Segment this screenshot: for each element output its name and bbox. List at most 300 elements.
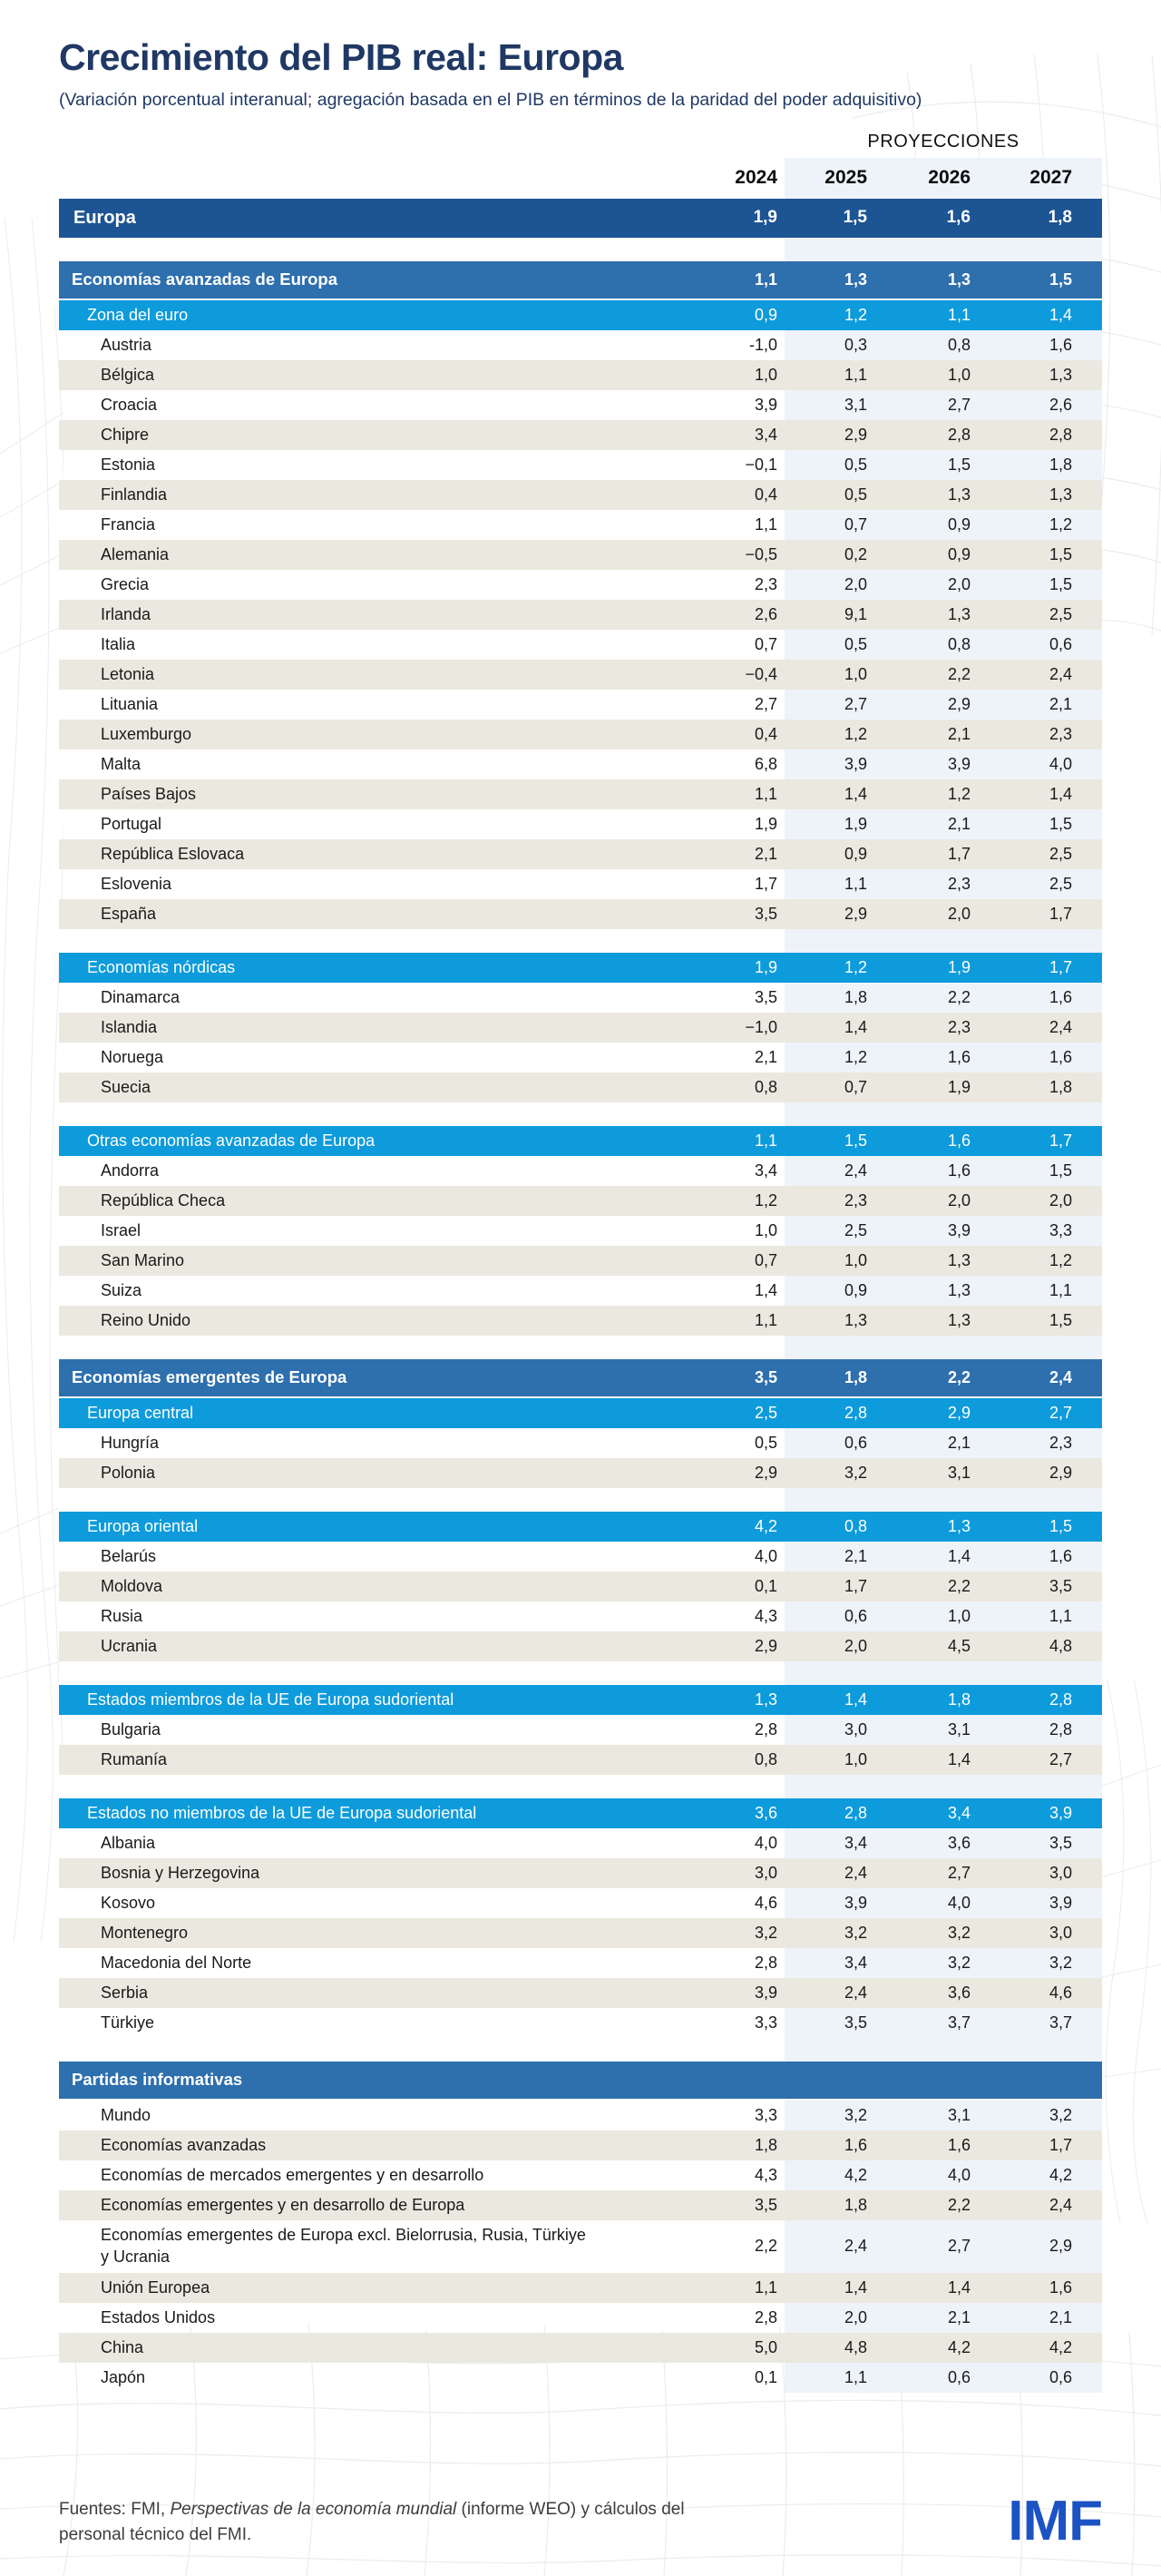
row-label: Zona del euro (87, 305, 189, 324)
row-label: Economías avanzadas (101, 2135, 267, 2154)
row-label: Unión Europea (101, 2277, 210, 2297)
value-2027: 3,9 (996, 1888, 1102, 1918)
value-2027: 0,6 (996, 2363, 1102, 2393)
value-2026: 2,7 (891, 390, 996, 420)
row-label: Europa (73, 207, 136, 228)
value-2024: 3,3 (754, 2105, 777, 2124)
value-2025 (785, 1488, 891, 1512)
table-row (59, 1978, 1102, 2008)
value-2024: 3,5 (754, 904, 777, 923)
value-2024: 4,2 (754, 1516, 777, 1535)
table-row (59, 2062, 1102, 2101)
table-row (59, 1013, 1102, 1043)
table-row (59, 1512, 1102, 1542)
value-2026: 3,6 (891, 1828, 996, 1858)
row-label: Luxemburgo (101, 724, 192, 743)
value-2025: 0,7 (785, 510, 891, 540)
value-2027: 3,3 (996, 1216, 1102, 1246)
value-2025: 2,3 (844, 1190, 867, 1210)
table-row (59, 1428, 1102, 1458)
value-2027: 2,9 (996, 2220, 1102, 2273)
table-row (59, 779, 1102, 809)
value-2027: 2,4 (1049, 1017, 1072, 1036)
value-2027: 2,3 (996, 1428, 1102, 1458)
value-2024: 1,7 (754, 874, 777, 893)
value-2025: 3,4 (785, 1948, 891, 1978)
row-label: Estados no miembros de la UE de Europa sudoriental (87, 1803, 477, 1822)
value-2027: 2,5 (1049, 844, 1072, 863)
value-2024: 1,1 (754, 2277, 777, 2297)
value-2025: 1,2 (844, 957, 867, 976)
value-2027: 2,4 (1049, 664, 1072, 683)
value-2025: 1,2 (844, 305, 867, 324)
value-2024: 2,5 (754, 1403, 777, 1422)
value-2027: 1,1 (996, 1276, 1102, 1306)
value-2026: 1,3 (947, 269, 971, 289)
value-2025: 0,5 (785, 630, 891, 660)
value-2025: 0,9 (785, 1276, 891, 1306)
value-2024: 3,9 (754, 1983, 777, 2002)
value-2027: 4,0 (996, 749, 1102, 779)
spacer-row (59, 1336, 1102, 1359)
sources-note (59, 2497, 812, 2547)
row-label: Estonia (101, 455, 156, 474)
value-2025 (785, 2038, 891, 2062)
row-label: Economías nórdicas (87, 957, 236, 976)
value-2025: 2,1 (785, 1542, 891, 1572)
table-row (59, 953, 1102, 983)
value-2027 (996, 1488, 1102, 1512)
value-2027: 2,9 (1049, 1463, 1072, 1482)
value-2024 (676, 1775, 785, 1798)
value-2024: 3,0 (754, 1863, 777, 1882)
row-label: Mundo (101, 2105, 151, 2124)
spacer-row (59, 1488, 1102, 1512)
row-label: Macedonia del Norte (101, 1953, 252, 1972)
value-2027 (996, 1102, 1102, 1126)
value-2026: 1,0 (947, 365, 971, 384)
row-label (59, 2038, 676, 2062)
table-row (59, 1798, 1102, 1828)
value-2025: 0,7 (844, 1077, 867, 1096)
value-2025: 2,5 (785, 1216, 891, 1246)
value-2024: 0,8 (754, 1077, 777, 1096)
value-2027: 1,3 (1049, 365, 1072, 384)
table-row (59, 1918, 1102, 1948)
value-2025 (785, 2062, 891, 2099)
value-2025: 9,1 (844, 604, 867, 623)
value-2026: 2,2 (947, 2195, 971, 2214)
value-2027: 1,5 (996, 570, 1102, 600)
value-2024: 3,5 (754, 1367, 777, 1386)
page-title: Crecimiento del PIB real: Europa (59, 36, 623, 78)
value-2026: 2,1 (891, 2303, 996, 2333)
value-2026: 3,1 (947, 1463, 971, 1482)
value-2024 (676, 929, 785, 953)
value-2025 (785, 1102, 891, 1126)
row-label: Suecia (101, 1077, 151, 1096)
table-row (59, 2333, 1102, 2363)
value-2026: 2,3 (891, 869, 996, 899)
value-2026 (891, 1488, 996, 1512)
value-2024: 4,3 (754, 2165, 777, 2184)
value-2025: 1,2 (785, 1043, 891, 1073)
row-label: Italia (101, 634, 136, 653)
table-row (59, 1306, 1102, 1336)
value-2027: 1,5 (1049, 544, 1072, 563)
value-2024: 4,0 (754, 1833, 777, 1852)
table-row (59, 1398, 1102, 1428)
value-2024: −1,0 (745, 1017, 777, 1036)
value-2025 (785, 1775, 891, 1798)
table-row (59, 1685, 1102, 1715)
value-2026: 1,3 (891, 1276, 996, 1306)
value-2027: 1,5 (1049, 1310, 1072, 1329)
value-2027: 2,5 (1049, 604, 1072, 623)
table-row (59, 480, 1102, 510)
value-2024: 1,9 (753, 208, 777, 228)
value-2025: 3,4 (785, 1828, 891, 1858)
value-2026 (891, 1775, 996, 1798)
sources-text-publication: Perspectivas de la economía mundial (170, 2500, 457, 2519)
value-2027: 3,2 (996, 2101, 1102, 2130)
value-2027: 2,3 (1049, 724, 1072, 743)
table-row (59, 1745, 1102, 1775)
value-2026: 2,3 (947, 1017, 971, 1036)
value-2024: 3,3 (754, 2013, 777, 2032)
table-row (59, 1246, 1102, 1276)
table-row (59, 1948, 1102, 1978)
table-row (59, 1043, 1102, 1073)
table-row (59, 2220, 1102, 2273)
value-2027: 4,8 (1049, 1636, 1072, 1655)
value-2025: 1,6 (844, 2135, 867, 2154)
row-label (59, 238, 676, 261)
value-2025: 1,4 (844, 784, 867, 803)
value-2027: 3,2 (996, 1948, 1102, 1978)
row-label: Türkiye (101, 2013, 155, 2032)
spacer-row (59, 1661, 1102, 1685)
value-2024: 1,4 (754, 1280, 777, 1299)
value-2026: 0,9 (891, 510, 996, 540)
row-label: Bélgica (101, 365, 155, 384)
value-2027 (996, 2038, 1102, 2062)
value-2024: −0,5 (745, 544, 777, 563)
spacer-row (59, 238, 1102, 261)
value-2024: 1,0 (754, 365, 777, 384)
table-row (59, 720, 1102, 749)
value-2026: 3,6 (947, 1983, 971, 2002)
value-2027: 1,6 (996, 1043, 1102, 1073)
table-row (59, 2363, 1102, 2393)
value-2026: 3,7 (891, 2008, 996, 2038)
value-2026: 2,0 (947, 1190, 971, 1210)
value-2025 (785, 238, 891, 261)
table-row (59, 630, 1102, 660)
row-label: Grecia (101, 574, 150, 593)
row-label (59, 1488, 676, 1512)
column-header-2026: 2026 (891, 158, 996, 199)
value-2024 (676, 1336, 785, 1359)
table-row (59, 300, 1102, 330)
value-2024: −0,4 (745, 664, 777, 683)
table-row (59, 330, 1102, 360)
row-label: Hungría (101, 1433, 160, 1452)
value-2026: 2,2 (947, 1576, 971, 1595)
value-2026: 3,9 (891, 749, 996, 779)
value-2024: 0,5 (754, 1433, 777, 1452)
table-row (59, 199, 1102, 238)
value-2025: 2,4 (844, 1983, 867, 2002)
value-2025: 0,8 (844, 1516, 867, 1535)
value-2027: 1,3 (1049, 485, 1072, 504)
row-label: Irlanda (101, 604, 151, 623)
value-2024: 0,9 (754, 305, 777, 324)
value-2027: 3,5 (1049, 1576, 1072, 1595)
row-label: Economías avanzadas de Europa (72, 269, 338, 289)
value-2026: 3,1 (891, 1715, 996, 1745)
row-label: República Eslovaca (101, 844, 245, 863)
row-label: Bosnia y Herzegovina (101, 1863, 260, 1882)
value-2027: 1,6 (996, 330, 1102, 360)
row-label: Dinamarca (101, 987, 180, 1006)
row-label: Estados Unidos (101, 2307, 216, 2326)
value-2025: 1,1 (844, 365, 867, 384)
value-2027: 2,5 (996, 869, 1102, 899)
table-row (59, 1458, 1102, 1488)
value-2025: 1,3 (844, 269, 867, 289)
row-label: Rumanía (101, 1749, 168, 1768)
value-2026: 1,4 (947, 2277, 971, 2297)
row-label: Portugal (101, 814, 162, 833)
row-label: Francia (101, 514, 156, 534)
value-2025: 4,8 (844, 2337, 867, 2356)
value-2027: 2,1 (996, 2303, 1102, 2333)
value-2024: 1,9 (754, 814, 777, 833)
value-2026: 1,6 (947, 1131, 971, 1150)
value-2026: 1,2 (947, 784, 971, 803)
value-2027: 1,7 (1049, 2135, 1072, 2154)
value-2025: 3,9 (785, 749, 891, 779)
row-label: Letonia (101, 664, 155, 683)
value-2026: 0,8 (891, 630, 996, 660)
table-row (59, 2303, 1102, 2333)
value-2027: 0,6 (996, 630, 1102, 660)
value-2025: 2,4 (785, 2220, 891, 2273)
value-2026: 0,9 (947, 544, 971, 563)
value-2024: 0,1 (754, 1576, 777, 1595)
value-2025: 4,2 (785, 2160, 891, 2190)
value-2025: 1,4 (844, 2277, 867, 2297)
value-2026: 0,6 (891, 2363, 996, 2393)
value-2027 (996, 2062, 1102, 2099)
value-2024: 2,8 (754, 2307, 777, 2326)
value-2027: 1,4 (1049, 784, 1072, 803)
table-row (59, 2101, 1102, 2130)
row-label: Chipre (101, 425, 150, 444)
row-label: Economías emergentes de Europa (72, 1367, 347, 1387)
table-row (59, 1601, 1102, 1631)
sources-text-prefix: Fuentes: FMI, (59, 2500, 171, 2519)
value-2025: 2,7 (785, 690, 891, 720)
row-label: Alemania (101, 544, 170, 563)
value-2026: 1,5 (891, 450, 996, 480)
value-2024: 5,0 (754, 2337, 777, 2356)
value-2026: 1,3 (947, 604, 971, 623)
row-label: Países Bajos (101, 784, 197, 803)
value-2024: 2,1 (754, 844, 777, 863)
value-2025: 0,5 (785, 450, 891, 480)
value-2025: 2,9 (844, 904, 867, 923)
value-2026: 2,2 (891, 983, 996, 1013)
value-2027: 4,2 (996, 2160, 1102, 2190)
table-row (59, 899, 1102, 929)
table-row (59, 510, 1102, 540)
value-2024: 2,1 (754, 1047, 777, 1066)
value-2026: 1,6 (947, 2135, 971, 2154)
row-label: Albania (101, 1833, 156, 1852)
value-2027 (996, 1336, 1102, 1359)
row-label: Reino Unido (101, 1310, 191, 1329)
value-2024: 2,6 (754, 604, 777, 623)
spacer-row (59, 2038, 1102, 2062)
value-2024: 1,1 (754, 269, 777, 289)
table-row (59, 540, 1102, 570)
value-2027: 1,8 (1048, 208, 1072, 228)
main-content (59, 0, 1102, 2393)
row-label: San Marino (101, 1250, 185, 1269)
table-row (59, 1073, 1102, 1102)
value-2027: 1,7 (1049, 1131, 1072, 1150)
value-2024: 3,5 (754, 2195, 777, 2214)
value-2026: 4,2 (947, 2337, 971, 2356)
row-label (59, 1661, 676, 1685)
value-2024: 1,9 (754, 957, 777, 976)
value-2027: 3,7 (996, 2008, 1102, 2038)
value-2027: 2,1 (996, 690, 1102, 720)
table-row (59, 1186, 1102, 1216)
row-label: Croacia (101, 395, 158, 414)
value-2025: 0,6 (785, 1601, 891, 1631)
table-row (59, 1828, 1102, 1858)
row-label: China (101, 2337, 144, 2356)
value-2026: 1,7 (947, 844, 971, 863)
value-2027: 1,2 (996, 510, 1102, 540)
table-row (59, 690, 1102, 720)
value-2024 (676, 2038, 785, 2062)
value-2025: 3,2 (844, 1463, 867, 1482)
value-2026 (891, 929, 996, 953)
value-2026: 3,9 (891, 1216, 996, 1246)
value-2024: 4,0 (754, 1546, 777, 1565)
value-2027: 1,5 (996, 1156, 1102, 1186)
value-2024 (676, 1488, 785, 1512)
row-label: Lituania (101, 694, 159, 713)
value-2025: 0,5 (844, 485, 867, 504)
value-2025: 2,8 (844, 1403, 867, 1422)
value-2027: 4,6 (1049, 1983, 1072, 2002)
value-2025: 3,1 (785, 390, 891, 420)
value-2025: 3,2 (844, 1923, 867, 1942)
value-2024: 1,8 (754, 2135, 777, 2154)
row-label: Serbia (101, 1983, 149, 2002)
value-2025: 1,9 (785, 809, 891, 839)
value-2025: 3,0 (785, 1715, 891, 1745)
value-2026: 1,3 (947, 485, 971, 504)
row-label: Japón (101, 2367, 146, 2386)
value-2026: 1,9 (947, 1077, 971, 1096)
row-label: Estados miembros de la UE de Europa sudoriental (87, 1690, 454, 1709)
table-row (59, 839, 1102, 869)
row-label: Rusia (101, 1606, 143, 1625)
value-2027: 2,7 (1049, 1403, 1072, 1422)
table-row (59, 1216, 1102, 1246)
value-2026: 2,7 (891, 2220, 996, 2273)
page-subtitle: (Variación porcentual interanual; agregación basada en el PIB en términos de la paridad del poder adquisitivo) (59, 90, 922, 110)
world-map-decoration-right (1098, 1679, 1161, 2223)
value-2026: 1,3 (947, 1310, 971, 1329)
value-2026: 2,1 (891, 809, 996, 839)
value-2024: 6,8 (754, 754, 777, 773)
world-map-decoration-left (0, 218, 63, 1942)
spacer-row (59, 929, 1102, 953)
value-2027: 2,8 (1049, 1690, 1072, 1709)
table-row (59, 360, 1102, 390)
value-2024: 0,4 (754, 485, 777, 504)
value-2027: 2,4 (1049, 1367, 1072, 1386)
value-2027 (996, 238, 1102, 261)
table-row (59, 600, 1102, 630)
table-row (59, 809, 1102, 839)
table-row (59, 749, 1102, 779)
row-label: Islandia (101, 1017, 158, 1036)
gdp-table-body (59, 199, 1102, 2393)
projections-label-wrap (785, 132, 1102, 152)
value-2024: 1,0 (754, 1220, 777, 1239)
imf-logo: IMF (1008, 2490, 1102, 2552)
value-2026 (891, 238, 996, 261)
row-label: Europa central (87, 1403, 194, 1422)
row-label: Moldova (101, 1576, 163, 1595)
column-header-spacer (59, 158, 676, 199)
value-2026: 1,9 (947, 957, 971, 976)
value-2026: 1,6 (891, 1043, 996, 1073)
value-2026 (891, 1102, 996, 1126)
value-2026: 4,0 (891, 2160, 996, 2190)
row-label: Belarús (101, 1546, 157, 1565)
value-2024: 2,9 (754, 1636, 777, 1655)
value-2026: 3,2 (947, 1923, 971, 1942)
value-2025: 1,4 (844, 1017, 867, 1036)
value-2024: 1,3 (754, 1690, 777, 1709)
value-2026: 2,1 (947, 724, 971, 743)
value-2026: 2,2 (947, 1367, 971, 1386)
value-2027 (996, 1661, 1102, 1685)
value-2024: 4,6 (754, 1893, 777, 1912)
table-row (59, 2008, 1102, 2038)
value-2025: 1,0 (844, 1749, 867, 1768)
value-2024: 1,1 (754, 514, 777, 534)
row-label: Economías emergentes de Europa excl. Bielorrusia, Rusia, Türkiye y Ucrania (101, 2226, 586, 2266)
value-2026: 2,9 (891, 690, 996, 720)
value-2024: 1,1 (754, 1131, 777, 1150)
row-label: Economías de mercados emergentes y en desarrollo (101, 2165, 484, 2184)
value-2025: 1,8 (844, 2195, 867, 2214)
value-2024: 0,7 (754, 634, 777, 653)
table-row (59, 1858, 1102, 1888)
row-label: Partidas informativas (72, 2070, 243, 2090)
value-2024: 3,4 (754, 425, 777, 444)
